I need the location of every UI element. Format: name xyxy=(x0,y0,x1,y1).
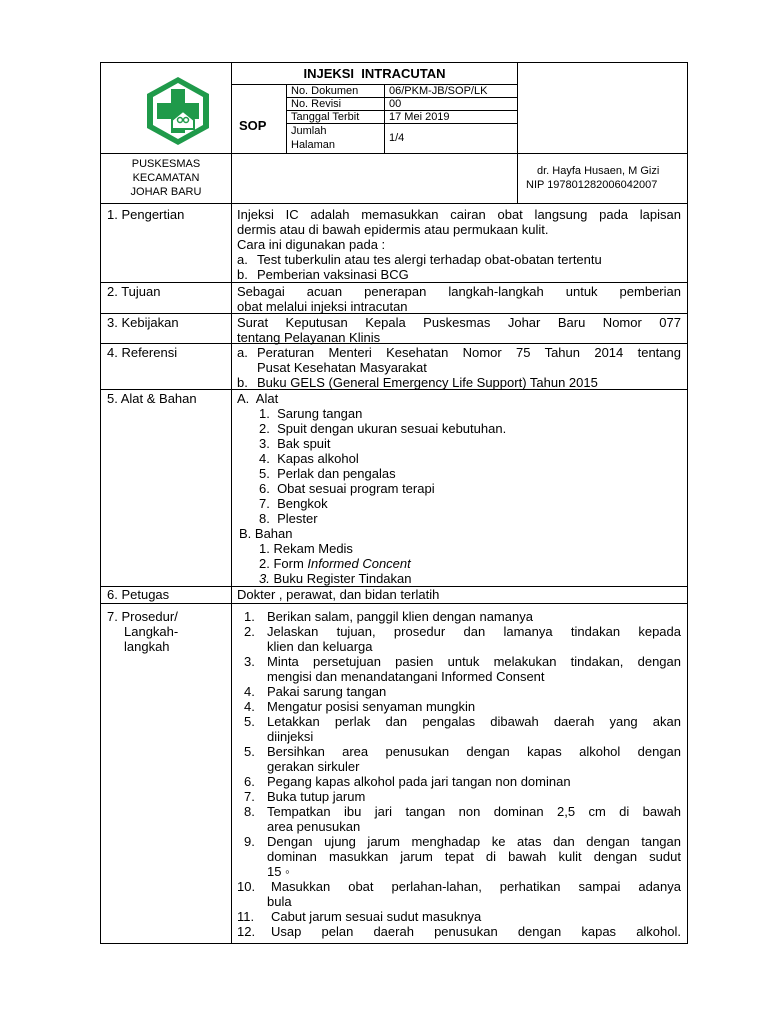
step-number: 3. xyxy=(244,654,255,669)
referensi-item-cont xyxy=(237,360,681,375)
prosedur-step xyxy=(237,894,681,909)
item-number: 1. xyxy=(259,541,270,556)
prosedur-label-line: Langkah- xyxy=(124,624,179,639)
item-text: Test tuberkulin atau tes alergi terhadap obat-obatan tertentu xyxy=(257,252,602,267)
prosedur-step xyxy=(237,609,681,624)
step-number: 5. xyxy=(244,714,255,729)
puskesmas-logo xyxy=(143,74,213,148)
pengertian-item xyxy=(237,267,681,282)
step-number: 11. xyxy=(237,909,255,924)
alat-item: 7. Bengkok xyxy=(259,496,328,511)
tujuan-line: Sebagai acuan penerapan langkah-langkah untuk pemberian xyxy=(237,284,681,299)
item-text: Pemberian vaksinasi BCG xyxy=(257,267,409,282)
meta-label-halaman: Halaman xyxy=(291,139,336,151)
section-label-tujuan: 2. Tujuan xyxy=(107,284,161,299)
prosedur-label-line: 7. Prosedur/ xyxy=(107,609,178,624)
section-label-referensi: 4. Referensi xyxy=(107,345,178,360)
meta-value-jumlah: 1/4 xyxy=(389,132,405,144)
step-text: Letakkan perlak dan pengalas dibawah daerah yang akan xyxy=(267,714,681,729)
step-text: Dengan ujung jarum menghadap ke atas dan dengan tangan xyxy=(267,834,681,849)
prosedur-label-line: langkah xyxy=(124,639,170,654)
alat-title: A. Alat xyxy=(237,391,279,406)
item-text: Peraturan Menteri Kesehatan Nomor 75 Tahun 2014 tentang xyxy=(257,345,681,360)
prosedur-step xyxy=(237,654,681,669)
item-number: a. xyxy=(237,252,248,267)
sop-label: SOP xyxy=(239,118,267,133)
prosedur-step xyxy=(237,849,681,864)
step-text: dominan masukkan jarum tepat di bawah kulit dengan sudut xyxy=(267,849,681,864)
meta-value-revisi: 00 xyxy=(389,98,402,110)
step-number: 4. xyxy=(244,684,255,699)
alat-item: 6. Obat sesuai program terapi xyxy=(259,481,435,496)
step-text: Pegang kapas alkohol pada jari tangan non dominan xyxy=(267,774,571,789)
step-number: 2. xyxy=(244,624,255,639)
prosedur-step xyxy=(237,624,681,639)
step-text: mengisi dan menandatangani Informed Consent xyxy=(267,669,545,684)
step-text: Jelaskan tujuan, prosedur dan lamanya tindakan kepada xyxy=(267,624,681,639)
item-text: Pusat Kesehatan Masyarakat xyxy=(257,360,427,375)
prosedur-step xyxy=(237,639,681,654)
referensi-item xyxy=(237,345,681,360)
org-line-1: PUSKESMAS xyxy=(131,158,201,170)
section-tujuan xyxy=(237,284,681,314)
prosedur-step xyxy=(237,924,681,939)
pengertian-item xyxy=(237,252,681,267)
referensi-item xyxy=(237,375,681,390)
alat-item: 5. Perlak dan pengalas xyxy=(259,466,396,481)
prosedur-step xyxy=(237,834,681,849)
section-referensi xyxy=(237,345,681,390)
bahan-item xyxy=(237,571,681,586)
step-number: 6. xyxy=(244,774,255,789)
kebijakan-line: Surat Keputusan Kepala Puskesmas Johar Baru Nomor 077 xyxy=(237,315,681,330)
section-label-petugas: 6. Petugas xyxy=(107,587,170,602)
alat-item: 2. Spuit dengan ukuran sesuai kebutuhan. xyxy=(259,421,507,436)
signer-name: dr. Hayfa Husaen, M Gizi xyxy=(537,165,660,177)
kebijakan-line: tentang Pelayanan Klinis xyxy=(237,330,381,345)
section-kebijakan xyxy=(237,315,681,345)
step-text: Pakai sarung tangan xyxy=(267,684,387,699)
step-text: Bersihkan area penusukan dengan kapas alkohol dengan xyxy=(267,744,681,759)
prosedur-step xyxy=(237,669,681,684)
step-text: Masukkan obat perlahan-lahan, perhatikan sampai adanya xyxy=(271,879,681,894)
step-text: bula xyxy=(267,894,292,909)
meta-value-tanggal: 17 Mei 2019 xyxy=(389,111,450,123)
item-number: a. xyxy=(237,345,248,360)
meta-label-revisi: No. Revisi xyxy=(291,98,342,110)
item-number: b. xyxy=(237,267,248,282)
document-title: INJEKSI INTRACUTAN xyxy=(303,66,446,81)
section-label-pengertian: 1. Pengertian xyxy=(107,207,185,222)
section-pengertian xyxy=(237,207,681,282)
meta-value-dokumen: 06/PKM-JB/SOP/LK xyxy=(389,85,488,97)
step-text: Tempatkan ibu jari tangan non dominan 2,5 cm di bawah xyxy=(267,804,681,819)
pengertian-line: Cara ini digunakan pada : xyxy=(237,237,386,252)
alat-item: 1. Sarung tangan xyxy=(259,406,363,421)
section-prosedur xyxy=(237,609,681,939)
meta-label-dokumen: No. Dokumen xyxy=(291,85,359,97)
item-number: 3. xyxy=(259,571,270,586)
step-number: 4. xyxy=(244,699,255,714)
prosedur-step xyxy=(237,714,681,729)
prosedur-step xyxy=(237,789,681,804)
prosedur-step xyxy=(237,909,681,924)
item-number: b. xyxy=(237,375,248,390)
step-text: Mengatur posisi senyaman mungkin xyxy=(267,699,476,714)
item-text: Form xyxy=(273,556,308,571)
step-number: 5. xyxy=(244,744,255,759)
step-text: gerakan sirkuler xyxy=(267,759,360,774)
alat-item: 8. Plester xyxy=(259,511,318,526)
prosedur-step xyxy=(237,804,681,819)
item-text-italic: Informed Concent xyxy=(307,556,411,571)
step-text: Cabut jarum sesuai sudut masuknya xyxy=(271,909,482,924)
step-number: 7. xyxy=(244,789,255,804)
bahan-item xyxy=(237,541,681,556)
step-number: 10. xyxy=(237,879,256,894)
step-text: diinjeksi xyxy=(267,729,314,744)
prosedur-step xyxy=(237,699,681,714)
section-label-kebijakan: 3. Kebijakan xyxy=(107,315,179,330)
section-label-alat: 5. Alat & Bahan xyxy=(107,391,197,406)
section-alat xyxy=(237,391,681,586)
item-number: 2. xyxy=(259,556,270,571)
org-line-3: JOHAR BARU xyxy=(130,186,202,198)
tujuan-line: obat melalui injeksi intracutan xyxy=(237,299,408,314)
step-number: 1. xyxy=(244,609,255,624)
prosedur-step xyxy=(237,864,681,879)
step-text: klien dan keluarga xyxy=(267,639,373,654)
prosedur-step xyxy=(237,819,681,834)
step-text: Buka tutup jarum xyxy=(267,789,366,804)
step-text: Usap pelan daerah penusukan dengan kapas alkohol. xyxy=(271,924,681,939)
meta-label-tanggal: Tanggal Terbit xyxy=(291,111,360,123)
org-line-2: KECAMATAN xyxy=(132,172,200,184)
step-number: 9. xyxy=(244,834,255,849)
bahan-item xyxy=(237,556,681,571)
step-text: 15 ◦ xyxy=(267,864,290,879)
prosedur-step xyxy=(237,774,681,789)
prosedur-step xyxy=(237,744,681,759)
step-number: 8. xyxy=(244,804,255,819)
step-text: Berikan salam, panggil klien dengan namanya xyxy=(267,609,533,624)
item-text: Buku Register Tindakan xyxy=(273,571,412,586)
alat-item: 3. Bak spuit xyxy=(259,436,331,451)
step-text: Minta persetujuan pasien untuk melakukan tindakan, dengan xyxy=(267,654,681,669)
step-number: 12. xyxy=(237,924,256,939)
bahan-title: B. Bahan xyxy=(239,526,293,541)
meta-label-jumlah: Jumlah xyxy=(291,125,327,137)
prosedur-step xyxy=(237,879,681,894)
step-text: area penusukan xyxy=(267,819,361,834)
pengertian-line: dermis atau di bawah epidermis atau permukaan kulit. xyxy=(237,222,549,237)
section-petugas xyxy=(237,587,681,602)
prosedur-step xyxy=(237,729,681,744)
section-label-prosedur xyxy=(107,609,178,654)
petugas-text: Dokter , perawat, dan bidan terlatih xyxy=(237,587,440,602)
item-text: Rekam Medis xyxy=(273,541,353,556)
item-text: Buku GELS (General Emergency Life Support) Tahun 2015 xyxy=(257,375,598,390)
prosedur-step xyxy=(237,684,681,699)
pengertian-line: Injeksi IC adalah memasukkan cairan obat langsung pada lapisan xyxy=(237,207,681,222)
signer-nip: NIP 197801282006042007 xyxy=(526,179,658,191)
prosedur-step xyxy=(237,759,681,774)
alat-item: 4. Kapas alkohol xyxy=(259,451,359,466)
